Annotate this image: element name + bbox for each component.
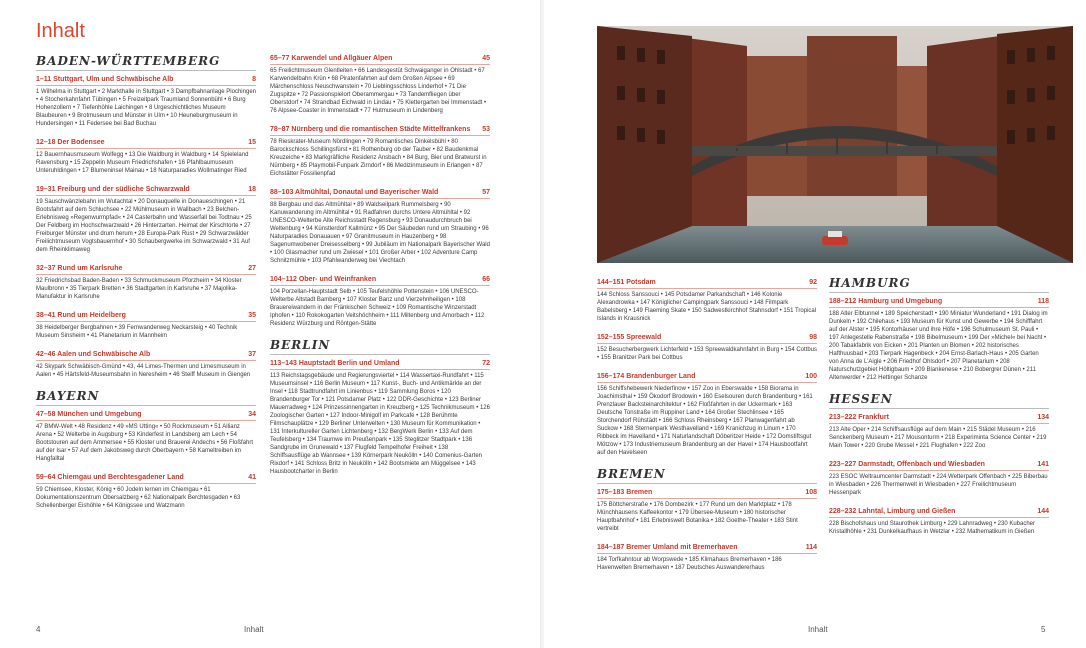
toc-entry — [270, 359, 490, 476]
toc-entry-title-text: Altmühltal, Donautal und Bayerischer Wald — [295, 189, 439, 196]
toc-entry — [829, 507, 1049, 536]
toc-entry-range: 184–187 — [597, 544, 625, 551]
toc-entry-title — [270, 125, 470, 134]
toc-entry-range: 88–103 — [270, 189, 294, 196]
toc-entry-page: 35 — [248, 312, 256, 319]
toc-entry-range: 19–31 — [36, 186, 56, 193]
toc-entry-title — [829, 507, 955, 516]
toc-entry — [829, 297, 1049, 382]
toc-entry-title — [829, 413, 889, 422]
toc-entry-title-text: Ober- und Weinfranken — [298, 276, 377, 283]
toc-entry-items: 152 Besucherbergwerk Lichterfeld • 153 Spreewaldkahnfahrt in Burg • 154 Cottbus • 155 Branitzer Park bei Cottbus — [597, 347, 817, 361]
toc-entry-page: 45 — [482, 55, 490, 62]
toc-entry-items: 213 Alte Oper • 214 Schiffsausflüge auf dem Main • 215 Städel Museum • 216 Senckenberg Museum • 217 Mousonturm • 218 Experiminta Science Center • 219 Main Tower • 220 Grube Messel • 221 Flughafen • 222 Zoo — [829, 427, 1047, 449]
toc-entry-range: 38–41 — [36, 312, 56, 319]
toc-entry-page: 41 — [248, 474, 256, 481]
toc-entry-header — [829, 460, 1049, 471]
toc-entry — [36, 473, 256, 510]
region-heading: BERLIN — [270, 338, 490, 355]
toc-entry-title-text: Stuttgart, Ulm und Schwäbische Alb — [53, 76, 174, 83]
toc-entry-header — [270, 188, 490, 199]
toc-entry-title — [36, 75, 173, 84]
toc-entry-page: 57 — [482, 189, 490, 196]
toc-entry-title — [270, 54, 392, 63]
toc-entry-title-text: Hamburg und Umgebung — [858, 298, 943, 305]
toc-entry-range: 144–151 — [597, 279, 625, 286]
toc-entry-title — [597, 488, 652, 497]
toc-entry-title — [597, 543, 737, 552]
toc-entry-range: 104–112 — [270, 276, 297, 283]
speicherstadt-canal-photo — [597, 26, 1073, 263]
toc-entry-page: 15 — [248, 139, 256, 146]
toc-entry-range: 113–143 — [270, 360, 297, 367]
toc-entry-header — [270, 275, 490, 286]
toc-entry-title-text: Aalen und Schwäbische Alb — [57, 351, 151, 358]
toc-entry-header — [36, 138, 256, 149]
region-heading: BREMEN — [597, 467, 817, 484]
toc-entry-title-text: Frankfurt — [858, 414, 889, 421]
toc-entry-title-text: Rund um Heidelberg — [57, 312, 126, 319]
toc-entry-title-text: Spreewald — [626, 334, 662, 341]
toc-entry-range: 228–232 — [829, 508, 857, 515]
toc-entry-items: 19 Sauschwänzlebahn im Wutachtal • 20 Donauquelle in Donaueschingen • 21 Bootsfahrt auf dem Schluchsee • 22 Mühlmuseum in Wallbach • 23 Belchen-Erlebnisweg »Regenwurmpfad« • 24 Casterbahn und Wasserfall bei Todtnau • 25 Der Feldberg im Hochschwarzwald • 26 Hinterzarten. Heimat der Kirschtorte • 27 Freiburger Münster und drum herum • 28 Europa-Park Rust • 29 Schwarzwälder Freilichtmuseum Vogtsbauernhof • 30 Schaubergwerke im Schwarzwald • 31 Auf dem Rheinklimaweg — [36, 199, 252, 253]
region-heading: BAYERN — [36, 389, 256, 406]
toc-entry-page: 134 — [1037, 414, 1049, 421]
toc-entry-title — [829, 460, 985, 469]
toc-entry-title — [36, 311, 126, 320]
toc-entry-range: 42–46 — [36, 351, 56, 358]
toc-entry-items: 113 Reichstagsgebäude und Regierungsviertel • 114 Wassertaxi-Rundfahrt • 115 Museumsinsel • 116 Berlin Museum • 117 Kunst-, Buch- und Antikmärkte an der Insel • 118 Stadtrundfahrt im Linienbus • 119 Sammlung Boros • 120 Brandenburger Tor • 121 Potsdamer Platz • 122 DDR-Geschichte • 123 Berliner Mauerradweg • 124 Prinzessinnengarten in Kreuzberg • 125 Technikmuseum • 126 Zoologischer Garten • 127 Indoor-Minigolf im Parkcafé • 128 Berühmte Filmschauplätze • 129 Berliner Unterwelten • 130 Museum für Kommunikation • 131 Interkultureller Garten Lichtenberg • 132 BergWerk Berlin • 133 Auf dem Teufelsberg • 134 Traumwe im Preußenpark • 135 Steglitzer Stadtpark • 136 Sandgrube im Grunewald • 137 Flugfeld Tempelhofer Freiheit • 138 Schiffsausflüge ab Wannsee • 139 Körnerpark Neukölln • 140 Comenius-Garten Rixdorf • 141 Schloss Britz in Neukölln • 142 Bootsmiete am Müggelsee • 143 Hausbootcharter in Berlin — [270, 373, 490, 475]
toc-entry-page: 37 — [248, 351, 256, 358]
toc-entry-title — [36, 410, 141, 419]
toc-entry-items: 184 Torfkahntour ab Worpswede • 185 Klimahaus Bremerhaven • 186 Havenwelten Bremerhaven • 187 Deutsches Auswandererhaus — [597, 557, 782, 571]
toc-entry-range: 65–77 — [270, 55, 290, 62]
toc-entry-range: 223–227 — [829, 461, 857, 468]
toc-entry-items: 188 Alter Elbtunnel • 189 Speicherstadt • 190 Miniatur Wunderland • 191 Dialog im Dunkeln • 192 Chilehaus • 193 Museum für Kunst und Gewerbe • 194 Schifffahrt auf der Alster • 195 Kontorhäuser und ihre Höfe • 196 Schulmuseum St. Pauli • 197 Anlegestelle Rabenstraße • 198 Bibelmuseum • 199 Der »Michel« bei Nacht • 200 Tabakfabrik von Eicken • 201 Planten un Blomen • 202 historisches Hafthuusbad • 203 Tierpark Hagenbeck • 204 Ernst-Barlach-Haus • 205 Garten von Anna de L’Aigle • 206 Friedhof Ohlsdorf • 207 Planetarium • 208 Naturschutzgebiet Höltigbaum • 209 Blankenese • 210 Bobergrer Dünen • 211 Altenwerder • 212 Hettinger Schanze — [829, 311, 1048, 381]
toc-entry-page: 108 — [805, 489, 817, 496]
toc-entry-range: 12–18 — [36, 139, 56, 146]
toc-entry — [597, 333, 817, 362]
toc-entry-header — [270, 54, 490, 65]
toc-entry-items: 104 Porzellan-Hauptstadt Selb • 105 Teufelshöhle Pottenstein • 106 UNESCO-Welterbe Altstadt Bamberg • 107 Kloster Banz und Vierzehnheiligen • 108 Brauereiwandern in der Fränkischen Schweiz • 109 Romantische Winzerstadt Iphofen • 110 Rokokogarten Veitshöchheim • 111 Miltenberg und Amorbach • 112 Residenz Würzburg und Röntgen-Stätte — [270, 289, 485, 327]
toc-entry-page: 27 — [248, 265, 256, 272]
toc-entry-header — [597, 372, 817, 383]
toc-entry — [270, 275, 490, 328]
toc-entry-title-text: Rund um Karlsruhe — [57, 265, 123, 272]
toc-entry-title-text: Potsdam — [626, 279, 656, 286]
toc-entry-title — [36, 185, 190, 194]
toc-entry-title-text: Freiburg und der südliche Schwarzwald — [57, 186, 190, 193]
toc-entry-title-text: Darmstadt, Offenbach und Wiesbaden — [858, 461, 985, 468]
toc-entry-title — [36, 264, 122, 273]
toc-entry-title — [270, 359, 400, 368]
toc-entry-header — [829, 507, 1049, 518]
toc-entry-items: 223 ESOC Weltraumcenter Darmstadt • 224 Wetterpark Offenbach • 225 Biberbau in Wiesbaden • 226 Thermenwelt in Wiesbaden • 227 Freilichtmuseum Hessenpark — [829, 474, 1048, 496]
toc-entry-header — [270, 359, 490, 370]
toc-entry-items: 78 Rieskrater-Museum Nördlingen • 79 Romantisches Dinkelsbühl • 80 Barockschloss Schillingsfürst • 81 Rothenburg ob der Tauber • 82 Baudenkmal Kreuzeiche • 83 Markgräfliche Residenz Ansbach • 84 Burg, Bier und Bratwurst in Nürnberg • 85 Playmobil-Funpark Zirndorf • 86 Medizinmuseum in Erlangen • 87 Eichstätter Fossilienpfad — [270, 139, 487, 177]
toc-entry-header — [829, 413, 1049, 424]
right-page — [544, 0, 1086, 648]
toc-entry-range: 47–58 — [36, 411, 56, 418]
toc-entry — [270, 125, 490, 178]
toc-entry-page: 118 — [1037, 298, 1049, 305]
toc-entry-title — [36, 138, 105, 147]
toc-entry-header — [597, 278, 817, 289]
toc-entry-title-text: München und Umgebung — [57, 411, 142, 418]
toc-entry-page: 92 — [809, 279, 817, 286]
toc-entry — [829, 460, 1049, 497]
toc-entry — [270, 54, 490, 115]
toc-column-left-2 — [270, 54, 490, 486]
toc-entry-range: 78–87 — [270, 126, 290, 133]
toc-entry-page: 144 — [1037, 508, 1049, 515]
toc-entry — [36, 75, 256, 128]
toc-entry — [36, 185, 256, 254]
toc-entry-page: 34 — [248, 411, 256, 418]
toc-entry-header — [36, 350, 256, 361]
region-heading: HESSEN — [829, 392, 1049, 409]
toc-entry-range: 32–37 — [36, 265, 56, 272]
page-title: Inhalt — [36, 20, 85, 42]
toc-entry-page: 100 — [805, 373, 817, 380]
toc-entry — [270, 188, 490, 265]
toc-entry-items: 32 Friedrichsbad Baden-Baden • 33 Schmuckmuseum Pforzheim • 34 Kloster Maulbronn • 35 Tierpark Bretten • 36 Stadtgarten in Karlsruhe • 37 Majolika-Manufaktur in Karlsruhe — [36, 278, 242, 300]
toc-entry-header — [597, 333, 817, 344]
toc-entry — [597, 543, 817, 572]
toc-entry-page: 98 — [809, 334, 817, 341]
toc-entry-header — [36, 185, 256, 196]
toc-entry-title — [36, 350, 150, 359]
toc-entry-title-text: Bremen — [626, 489, 653, 496]
region-heading: BADEN-WÜRTTEMBERG — [36, 54, 256, 71]
toc-entry-title — [36, 473, 184, 482]
toc-entry-title-text: Lahntal, Limburg und Gießen — [858, 508, 956, 515]
toc-entry-header — [36, 473, 256, 484]
toc-entry-title-text: Chiemgau und Berchtesgadener Land — [57, 474, 184, 481]
toc-entry-header — [36, 311, 256, 322]
toc-entry — [597, 372, 817, 457]
toc-entry-title — [597, 333, 661, 342]
toc-entry-items: 47 BMW-Welt • 48 Residenz • 49 »MS Utting« • 50 Rockmuseum • 51 Allianz Arena • 52 Welterbe in Augsburg • 53 Kinderfest in Landsberg am Lech • 54 Bootstouren auf dem Ammersee • 55 Kloster und Brauerei Andechs • 56 Floßfahrt auf der Isar • 57 Auf dem Jakobsweg durch Oberbayern • 58 Kameltreiben im Hangfalltal — [36, 424, 253, 462]
toc-entry-header — [36, 264, 256, 275]
toc-entry-items: 228 Bischofshaus und Staurothek Limburg • 229 Lahnradweg • 230 Kubacher Kristallhöhle • 231 Dunkelkaufhaus in Wetzlar • 232 Mathematikum in Gießen — [829, 521, 1036, 535]
toc-entry — [36, 350, 256, 379]
toc-entry-title — [597, 372, 695, 381]
toc-entry-title-text: Hauptstadt Berlin und Umland — [298, 360, 400, 367]
toc-column-right-2 — [829, 276, 1049, 546]
toc-entry-page: 66 — [482, 276, 490, 283]
toc-entry-items: 42 Skypark Schwäbisch-Gmünd • 43, 44 Limes-Thermen und Limesmuseum in Aalen • 45 Härtsfeld-Museumsbahn in Neresheim • 46 Steiff Museum in Giengen — [36, 364, 251, 378]
toc-entry-range: 1–11 — [36, 76, 52, 83]
toc-entry-page: 8 — [252, 76, 256, 83]
toc-entry — [36, 410, 256, 463]
region-heading: HAMBURG — [829, 276, 1049, 293]
toc-entry-items: 59 Chiemsee, Kloster, König • 60 Jodeln lernen im Chiemgau • 61 Dokumentationszentrum Obersalzberg • 62 Nationalpark Berchtesgaden • 63 Schellenberger Eishöhle • 64 Königssee und Watzmann — [36, 487, 241, 509]
toc-entry-items: 12 Bauernhausmuseum Wolfegg • 13 Die Waldburg in Waldburg • 14 Spieleland Ravensburg • 15 Zeppelin Museum Friedrichshafen • 16 Pfahlbaumuseum Unteruhldingen • 17 Blumeninsel Mainau • 18 Naturparadies Wollmatinger Ried — [36, 152, 249, 174]
toc-entry-items: 38 Heidelberger Bergbahnen • 39 Fernwanderweg Neckarsteig • 40 Technik Museum Sinsheim • 41 Planetarium in Mannheim — [36, 325, 238, 339]
toc-entry-range: 156–174 — [597, 373, 625, 380]
footer-label-right: Inhalt — [808, 625, 828, 634]
toc-entry-items: 175 Böttcherstraße • 176 Dombezirk • 177 Rund um den Marktplatz • 178 Münchhausens Kaffeekontor • 179 Übersee-Museum • 180 historischer Hauptbahnhof • 181 Erlebniswelt Botanika • 182 Goethe-Theater • 183 Stint vertreibt — [597, 502, 798, 532]
toc-entry-range: 188–212 — [829, 298, 857, 305]
toc-entry-items: 1 Wilhelma in Stuttgart • 2 Markthalle in Stuttgart • 3 Dampfbahnanlage Plochingen • 4 Stocherkahnfahrt Tübingen • 5 Freizeitpark Traumland Sonnenbühl • 6 Burg Hohenzollern • 7 Tiefenhöhle Laichingen • 8 Urgeschichtliches Museum Blaubeuren • 9 Brotmuseum und Münster in Ulm • 10 Heuneburgmuseum in Hundersingen • 11 Federsee bei Bad Buchau — [36, 89, 256, 127]
toc-column-right-1 — [597, 278, 817, 582]
toc-entry — [36, 138, 256, 175]
toc-entry-header — [36, 410, 256, 421]
toc-entry-title — [597, 278, 656, 287]
page-number-left: 4 — [36, 625, 41, 634]
toc-entry-title-text: Bremer Umland mit Bremerhaven — [626, 544, 738, 551]
toc-entry-page: 72 — [482, 360, 490, 367]
toc-entry-range: 213–222 — [829, 414, 857, 421]
toc-entry-items: 65 Freilichtmuseum Glentleiten • 66 Landesgestüt Schwaiganger in Ohlstadt • 67 Karwendelbahn Krün • 68 Piratenfahrten auf dem Großen Alpsee • 69 Märchenschloss Neuschwanstein • 70 Lieblingsschloss Linderhof • 71 Die Zugspitze • 72 Passionspielort Oberammergau • 73 Tandemfliegen über Oberstdorf • 74 Strandbad Eichwald in Lindau • 75 Klettergarten bei Immenstadt • 76 Alpsee-Coaster in Immenstadt • 77 Hutmuseum in Lindenberg — [270, 68, 487, 114]
toc-entry-items: 88 Bergbau und das Altmühltal • 89 Waldseilpark Rummelsberg • 90 Kanuwanderung im Altmühltal • 91 Radfahren durchs Untere Altmühltal • 92 UNESCO-Welterbe Alte Reichsstadt Regensburg • 93 Donaudurchbruch bei Weltenburg • 94 Künstlerdorf Kallmünz • 95 Der Säubeden rund um Straubing • 96 Naturparadies Donauauen • 97 Granitmuseum in Hauzenberg • 98 Sagenumwobener Dreisesselberg • 99 Jubiläum im Nationalpark Bayerischer Wald • 100 Glasmacher rund um Zwiesel • 101 Großer Arber • 102 Adventure Camp Schnitzmühle • 103 Pfahlwanderweg bei Viechtach — [270, 202, 490, 264]
toc-entry — [597, 488, 817, 533]
toc-entry-page: 141 — [1037, 461, 1049, 468]
toc-entry-title — [829, 297, 942, 306]
toc-entry-title — [270, 275, 376, 284]
toc-entry-range: 59–64 — [36, 474, 56, 481]
toc-entry-range: 152–155 — [597, 334, 625, 341]
toc-entry-header — [597, 543, 817, 554]
toc-entry-header — [597, 488, 817, 499]
toc-entry-range: 175–183 — [597, 489, 625, 496]
toc-entry-header — [829, 297, 1049, 308]
toc-entry-page: 53 — [482, 126, 490, 133]
toc-entry — [597, 278, 817, 323]
toc-entry-items: 144 Schloss Sanssouci • 145 Potsdamer Parkandschaft • 146 Kolonie Alexandrowka • 147 Königlicher Campingpark Sanssouci • 148 Filmpark Babelsberg • 149 Flaeming Skate • 150 Sadwestkirchhof Stahnsdorf • 151 Tropical Islands in Krausnick — [597, 292, 817, 322]
toc-entry-header — [270, 125, 490, 136]
toc-entry-header — [36, 75, 256, 86]
left-page — [0, 0, 542, 648]
page-number-right: 5 — [1041, 625, 1046, 634]
toc-entry-title-text: Karwendel und Allgäuer Alpen — [291, 55, 393, 62]
footer-label-left: Inhalt — [244, 625, 264, 634]
toc-entry-title — [270, 188, 438, 197]
toc-entry-title-text: Nürnberg und die romantischen Städte Mittelfrankens — [291, 126, 471, 133]
toc-entry-page: 114 — [805, 544, 817, 551]
toc-entry — [36, 264, 256, 301]
toc-entry-items: 156 Schiffshebewerk Niederfinow • 157 Zoo in Eberswalde • 158 Biorama in Joachimsthal • 159 Ökodorf Brodowin • 160 Eselsouren durch Brandenburg • 161 Prenzlauer Backsteinarchitektur • 162 Floßfahrten in der Uckermark • 163 Deutsche Tonstraße im Ruppiner Land • 164 Großer Stechlinsee • 165 Storchendorf Rühstädt • 166 Schloss Rheinsberg • 167 Planwagenfahrt ab Suckow • 168 Sternenpark Westhavelland • 169 Kranichzug in Linum • 170 Ribbeck im Havelland • 171 Naturlandschaft Döberitzer Heide • 172 Domstiftsgut Mötzow • 173 Industriemuseum Brandenburg an der Havel • 174 Hausbootfahrt auf den Havelseen — [597, 386, 813, 456]
toc-entry — [36, 311, 256, 340]
toc-column-left-1 — [36, 54, 256, 520]
toc-entry — [829, 413, 1049, 450]
toc-entry-title-text: Brandenburger Land — [626, 373, 696, 380]
toc-entry-page: 18 — [248, 186, 256, 193]
toc-entry-title-text: Der Bodensee — [57, 139, 105, 146]
